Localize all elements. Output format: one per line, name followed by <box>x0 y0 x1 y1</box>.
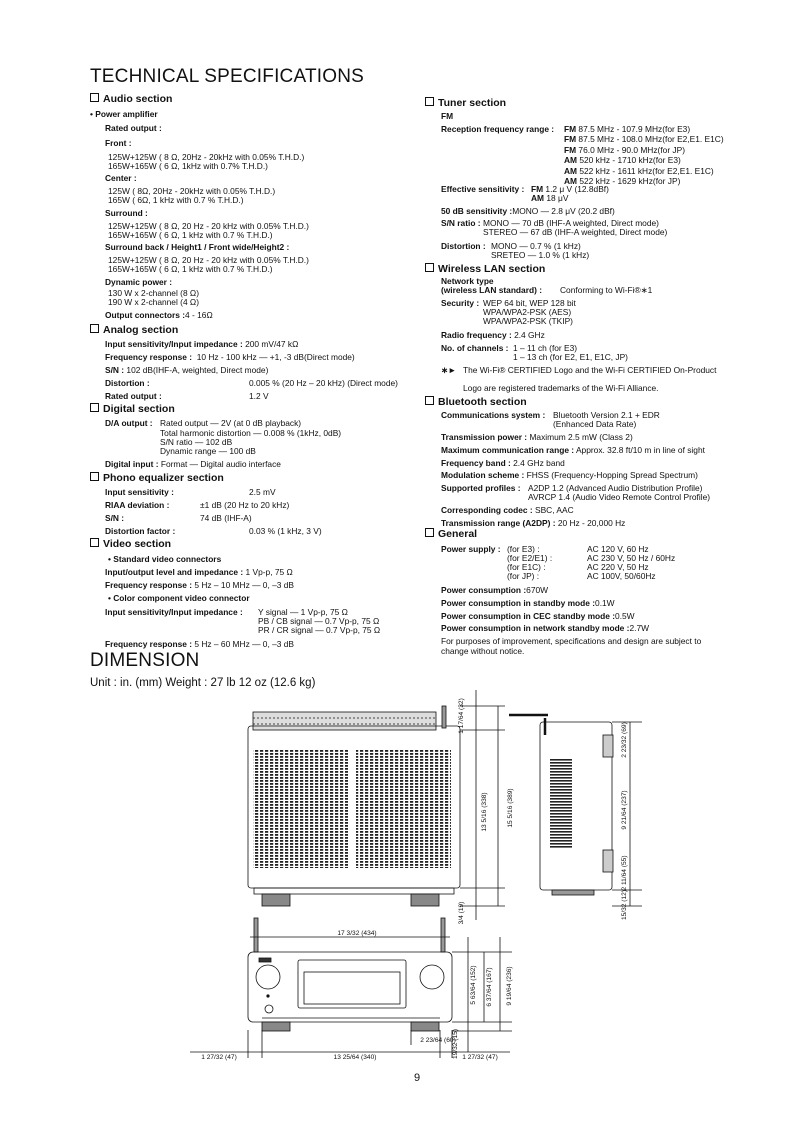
tuner-heading: Tuner section <box>425 97 506 109</box>
front-view-drawing <box>190 918 512 1058</box>
dim-height-front: 5 63/64 (152) <box>470 965 477 1005</box>
phono-dist-label: Distortion factor : <box>105 526 176 536</box>
security-label: Security : <box>441 298 480 308</box>
wifi-note-2: Logo are registered trademarks of the Wi-Fi Alliance. <box>463 383 659 393</box>
dim-depth-body: 13 5/16 (338) <box>481 792 488 832</box>
da-output-1: Rated output — 2V (at 0 dB playback) <box>160 418 302 428</box>
surround-back-value-1: 125W+125W ( 8 Ω, 20 Hz - 20 kHz with 0.05% T.H.D.) <box>108 255 309 265</box>
front-label: Front : <box>105 138 132 148</box>
analog-distortion-value: 0.005 % (20 Hz – 20 kHz) (Direct mode) <box>249 378 398 388</box>
reception-range-row: AM 520 kHz - 1710 kHz(for E3) <box>564 155 681 166</box>
reception-range-row: AM 522 kHz - 1611 kHz(for E2,E1. E1C) <box>564 165 714 176</box>
dim-height-body: 6 37/64 (167) <box>486 967 493 1007</box>
video-io-level: Input/output level and impedance : 1 Vp-p, 75 Ω <box>105 567 293 577</box>
bt-codec: Corresponding codec : SBC, AAC <box>441 505 574 515</box>
general-note-1: For purposes of improvement, specifications and design are subject to <box>441 636 702 646</box>
reception-range-row: FM 87.5 MHz - 107.9 MHz(for E3) <box>564 124 691 134</box>
power-cec-standby: Power consumption in CEC standby mode :0.5W <box>441 611 635 621</box>
center-value-1: 125W ( 8Ω, 20Hz - 20kHz with 0.05% T.H.D.) <box>108 186 276 196</box>
input-knob-icon <box>256 965 280 989</box>
bluetooth-heading: Bluetooth section <box>425 396 527 408</box>
dim-depth-total: 15 5/16 (389) <box>507 788 514 828</box>
eff-sens-am: AM 18 μV <box>531 193 569 203</box>
tuner-dist-label: Distortion : <box>441 241 486 251</box>
ps-value: AC 230 V, 50 Hz / 60Hz <box>587 553 676 563</box>
audio-heading: Audio section <box>90 93 172 105</box>
network-standard-value: Conforming to Wi-Fi®∗1 <box>560 285 653 295</box>
security-1: WEP 64 bit, WEP 128 bit <box>483 298 576 308</box>
center-label: Center : <box>105 173 137 183</box>
power-standby: Power consumption in standby mode :0.1W <box>441 598 615 608</box>
analog-rated-value: 1.2 V <box>249 391 269 401</box>
analog-sensitivity: Input sensitivity/Input impedance : 200 mV/47 kΩ <box>105 339 299 349</box>
phono-heading: Phono equalizer section <box>90 472 224 484</box>
dim-side-mid: 9 21/64 (237) <box>621 790 628 830</box>
bt-profiles-1: A2DP 1.2 (Advanced Audio Distribution Profile) <box>528 483 703 493</box>
bt-tx-power: Transmission power : Maximum 2.5 mW (Class 2) <box>441 432 633 442</box>
bt-system-1: Bluetooth Version 2.1 + EDR <box>553 410 660 420</box>
ps-region: (for E3) : <box>507 544 540 554</box>
general-heading: General <box>425 528 477 540</box>
ps-region: (for E1C) : <box>507 562 546 572</box>
phono-riaa-label: RIAA deviation : <box>105 500 170 510</box>
channels-label: No. of channels : <box>441 343 509 353</box>
reception-range-row: FM 87.5 MHz - 108.0 MHz(for E2,E1. E1C) <box>564 134 724 145</box>
dynamic-power-label: Dynamic power : <box>105 277 173 287</box>
analog-rated-label: Rated output : <box>105 391 162 401</box>
standard-video-label: • Standard video connectors <box>108 554 222 564</box>
page-title: TECHNICAL SPECIFICATIONS <box>90 66 365 87</box>
front-value-2: 165W+165W ( 6 Ω, 1kHz with 0.7% T.H.D.) <box>108 161 268 171</box>
general-note-2: change without notice. <box>441 646 525 656</box>
da-output-label: D/A output : <box>105 418 153 428</box>
analog-sn: S/N : 102 dB(IHF-A, weighted, Direct mode) <box>105 365 269 375</box>
bt-range: Maximum communication range : Approx. 32.8 ft/10 m in line of sight <box>441 445 705 455</box>
analog-frequency: Frequency response : 10 Hz - 100 kHz — +1, -3 dB(Direct mode) <box>105 352 355 362</box>
surround-value-2: 165W+165W ( 6 Ω, 1 kHz with 0.7 % T.H.D.) <box>108 230 273 240</box>
footnote-marker: ∗► <box>441 365 457 375</box>
ps-value: AC 220 V, 50 Hz <box>587 562 649 572</box>
front-panel <box>248 952 452 1022</box>
bt-trans-range: Transmission range (A2DP) : 20 Hz - 20,000 Hz <box>441 518 626 528</box>
surround-back-value-2: 165W+165W ( 6 Ω, 1 kHz with 0.7 % T.H.D.) <box>108 264 273 274</box>
surround-value-1: 125W+125W ( 8 Ω, 20 Hz - 20 kHz with 0.05% T.H.D.) <box>108 221 309 231</box>
dim-left-offset: 1 27/32 (47) <box>201 1054 237 1061</box>
tuner-fm-label: FM <box>441 111 454 121</box>
phono-sens-label: Input sensitivity : <box>105 487 174 497</box>
dim-side-low: 2 11/64 (55) <box>621 855 628 891</box>
side-vent <box>550 758 572 848</box>
top-vent-left <box>253 750 348 868</box>
dynamic-power-value-2: 190 W x 2-channel (4 Ω) <box>108 297 199 307</box>
rated-output-label: Rated output : <box>105 123 162 133</box>
dim-depth-foot: 3/4 (19) <box>458 901 465 925</box>
dim-side-foot: 15/32 (12) <box>621 889 628 921</box>
dim-span: 13 25/64 (340) <box>333 1054 377 1061</box>
volume-knob-icon <box>420 965 444 989</box>
analog-heading: Analog section <box>90 324 178 336</box>
tuner-sn-label: S/N ratio : <box>441 218 481 228</box>
tuner-dist-1: MONO — 0.7 % (1 kHz) <box>491 241 581 251</box>
phono-sn-value: 74 dB (IHF-A) <box>200 513 252 523</box>
ps-region: (for E2/E1) : <box>507 553 553 563</box>
security-3: WPA/WPA2-PSK (TKIP) <box>483 316 573 326</box>
unit-weight: Unit : in. (mm) Weight : 27 lb 12 oz (12.6 kg) <box>90 677 316 689</box>
dim-foot-height: 19/32 (15) <box>452 1028 459 1060</box>
dim-width: 17 3/32 (434) <box>337 930 377 937</box>
front-value-1: 125W+125W ( 8 Ω, 20Hz - 20kHz with 0.05% T.H.D.) <box>108 152 305 162</box>
channels-2: 1 – 13 ch (for E2, E1, E1C, JP) <box>513 352 628 362</box>
video-sens-3: PR / CR signal — 0.7 Vp-p, 75 Ω <box>258 625 381 635</box>
network-type-label: Network type <box>441 276 494 286</box>
radio-frequency: Radio frequency : 2.4 GHz <box>441 330 545 340</box>
dim-foot-width: 2 23/64 (60) <box>420 1037 456 1044</box>
video-heading: Video section <box>90 538 171 550</box>
output-connectors: Output connectors :4 - 16Ω <box>105 310 213 320</box>
phono-riaa-value: ±1 dB (20 Hz to 20 kHz) <box>200 500 290 510</box>
analog-distortion-label: Distortion : <box>105 378 150 388</box>
foot-icon <box>411 1022 439 1031</box>
tuner-sn-1: MONO — 70 dB (IHF-A weighted, Direct mode) <box>483 218 659 228</box>
power-supply-label: Power supply : <box>441 544 501 554</box>
antenna-icon <box>441 918 445 952</box>
eff-sens-label: Effective sensitivity : <box>441 184 525 194</box>
dim-height-total: 9 19/64 (236) <box>506 966 513 1006</box>
bt-profiles-2: AVRCP 1.4 (Audio Video Remote Control Profile) <box>528 492 711 502</box>
component-video-label: • Color component video connector <box>108 593 250 603</box>
wlan-heading: Wireless LAN section <box>425 263 545 275</box>
quieting-sensitivity: 50 dB sensitivity :MONO — 2.8 μV (20.2 dBf) <box>441 206 615 216</box>
bt-profiles-label: Supported profiles : <box>441 483 521 493</box>
dim-right-offset: 1 27/32 (47) <box>462 1054 498 1061</box>
power-amp-label: • Power amplifier <box>90 109 158 119</box>
rear-terminals <box>253 712 436 730</box>
video-sens-2: PB / CB signal — 0.7 Vp-p, 75 Ω <box>258 616 380 626</box>
antenna-icon <box>442 706 446 728</box>
ps-value: AC 100V, 50/60Hz <box>587 571 656 581</box>
reception-range-row: AM 522 kHz - 1629 kHz(for JP) <box>564 176 681 187</box>
video-sens-label: Input sensitivity/Input impedance : <box>105 607 243 617</box>
side-connector-top <box>603 735 613 757</box>
bt-system-label: Communications system : <box>441 410 546 420</box>
dim-top-antenna: 1 17/64 (32) <box>458 698 465 734</box>
bt-modulation: Modulation scheme : FHSS (Frequency-Hopping Spread Spectrum) <box>441 470 698 480</box>
channels-1: 1 – 11 ch (for E3) <box>513 343 578 353</box>
page-number: 9 <box>414 1072 421 1084</box>
side-connector-bottom <box>603 850 613 872</box>
power-consumption: Power consumption :670W <box>441 585 549 595</box>
da-output-4: Dynamic range — 100 dB <box>160 446 256 456</box>
da-output-2: Total harmonic distortion — 0.008 % (1kHz, 0dB) <box>160 428 342 438</box>
video-frequency-1: Frequency response : 5 Hz – 10 MHz — 0, –3 dB <box>105 580 294 590</box>
digital-heading: Digital section <box>90 403 175 415</box>
foot-icon <box>262 1022 290 1031</box>
reception-range-label: Reception frequency range : <box>441 124 555 134</box>
eff-sens-fm: FM 1.2 μ V (12.8dBf) <box>531 184 609 194</box>
bt-system-2: (Enhanced Data Rate) <box>553 419 637 429</box>
power-button-icon <box>265 1005 273 1013</box>
dimension-title: DIMENSION <box>90 650 200 671</box>
antenna-icon <box>254 918 258 952</box>
power-network-standby: Power consumption in network standby mode :2.7W <box>441 623 650 633</box>
foot-icon <box>411 894 439 906</box>
ps-value: AC 120 V, 60 Hz <box>587 544 649 554</box>
video-frequency-2: Frequency response : 5 Hz – 60 MHz — 0, –3 dB <box>105 639 294 649</box>
ps-region: (for JP) : <box>507 571 540 581</box>
tuner-dist-2: SRETEO — 1.0 % (1 kHz) <box>491 250 590 260</box>
phono-sn-label: S/N : <box>105 513 125 523</box>
network-standard-label: (wireless LAN standard) : <box>441 285 542 295</box>
surround-back-label: Surround back / Height1 / Front wide/Height2 : <box>105 242 290 252</box>
tuner-sn-2: STEREO — 67 dB (IHF-A weighted, Direct mode) <box>483 227 668 237</box>
top-view-drawing <box>248 690 505 920</box>
phono-sens-value: 2.5 mV <box>249 487 276 497</box>
surround-label: Surround : <box>105 208 148 218</box>
top-vent-right <box>356 750 451 868</box>
foot-icon <box>262 894 290 906</box>
security-2: WPA/WPA2-PSK (AES) <box>483 307 572 317</box>
phono-dist-value: 0.03 % (1 kHz, 3 V) <box>249 526 322 536</box>
reception-range-row: FM 76.0 MHz - 90.0 MHz(for JP) <box>564 144 685 155</box>
digital-input: Digital input : Format — Digital audio interface <box>105 459 281 469</box>
dim-side-top: 2 23/32 (69) <box>621 722 628 758</box>
brand-logo <box>259 958 271 962</box>
bt-band: Frequency band : 2.4 GHz band <box>441 458 565 468</box>
wifi-note-1: The Wi-Fi® CERTIFIED Logo and the Wi-Fi CERTIFIED On-Product <box>463 365 717 375</box>
center-value-2: 165W ( 6Ω, 1 kHz with 0.7 % T.H.D.) <box>108 195 244 205</box>
video-sens-1: Y signal — 1 Vp-p, 75 Ω <box>258 607 348 617</box>
dynamic-power-value-1: 130 W x 2-channel (8 Ω) <box>108 288 199 298</box>
da-output-3: S/N ratio — 102 dB <box>160 437 233 447</box>
